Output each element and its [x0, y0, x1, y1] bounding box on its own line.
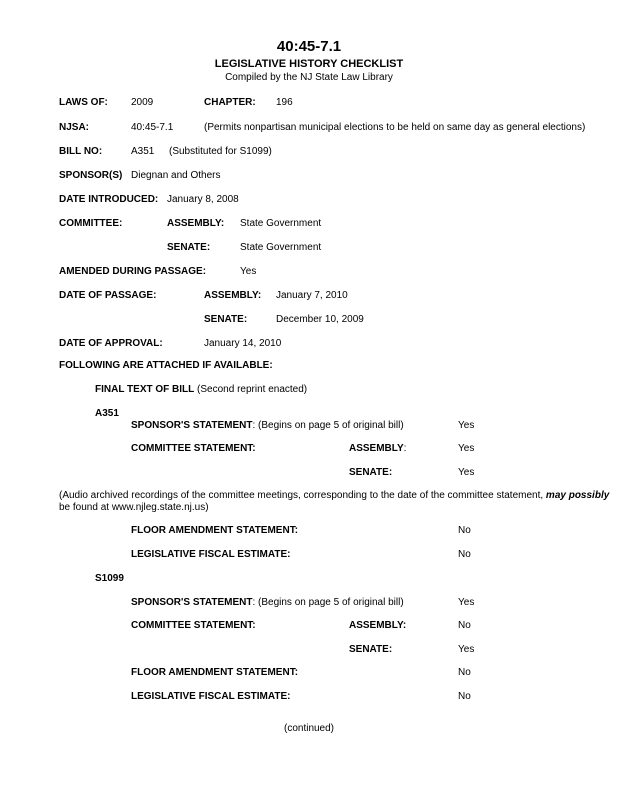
committee-assembly-value: State Government	[240, 218, 322, 229]
final-text-label: FINAL TEXT OF BILL	[95, 384, 195, 395]
s1099-sponsor-line	[131, 597, 404, 609]
njsa-description: (Permits nonpartisan municipal elections to be held on same day as general elections)	[204, 122, 586, 133]
s1099-heading: S1099	[95, 573, 124, 584]
date-of-approval-label: DATE OF APPROVAL:	[59, 338, 163, 349]
date-introduced-value: January 8, 2008	[167, 194, 239, 205]
sponsors-value: Diegnan and Others	[131, 170, 221, 181]
a351-assembly-value: Yes	[458, 443, 475, 454]
final-text-note: (Second reprint enacted)	[197, 384, 308, 395]
passage-senate-value: December 10, 2009	[276, 314, 364, 325]
laws-of-value: 2009	[131, 97, 154, 108]
amended-label: AMENDED DURING PASSAGE:	[59, 266, 207, 277]
a351-senate-label: SENATE:	[349, 467, 393, 478]
s1099-sponsor-note: : (Begins on page 5 of original bill)	[252, 597, 404, 608]
s1099-fiscal-label: LEGISLATIVE FISCAL ESTIMATE:	[131, 691, 291, 702]
s1099-assembly-label: ASSEMBLY:	[349, 620, 407, 631]
sponsors-label: SPONSOR(S)	[59, 170, 123, 181]
audio-note-emphasis: may possibly	[545, 490, 610, 501]
attached-heading: FOLLOWING ARE ATTACHED IF AVAILABLE:	[59, 360, 273, 371]
a351-senate-value: Yes	[458, 467, 475, 478]
audio-note-line1	[59, 490, 609, 502]
s1099-fiscal-value: No	[458, 691, 471, 702]
bill-no-value: A351	[131, 146, 155, 157]
a351-sponsor-line	[131, 420, 404, 432]
a351-assembly-label: ASSEMBLY	[349, 443, 404, 454]
a351-sponsor-label: SPONSOR'S STATEMENT	[131, 420, 253, 431]
a351-assembly-line	[349, 443, 406, 455]
a351-sponsor-value: Yes	[458, 420, 475, 431]
a351-fiscal-label: LEGISLATIVE FISCAL ESTIMATE:	[131, 549, 291, 560]
passage-assembly-label: ASSEMBLY:	[204, 290, 262, 301]
a351-sponsor-note: : (Begins on page 5 of original bill)	[252, 420, 404, 431]
s1099-committee-label: COMMITTEE STATEMENT:	[131, 620, 256, 631]
document-title: 40:45-7.1	[276, 38, 342, 55]
audio-note-line2: be found at www.njleg.state.nj.us)	[59, 502, 209, 513]
a351-floor-label: FLOOR AMENDMENT STATEMENT:	[131, 525, 299, 536]
a351-floor-value: No	[458, 525, 471, 536]
a351-assembly-colon: :	[403, 443, 407, 454]
audio-note-text: (Audio archived recordings of the committee meetings, corresponding to the date of the committee statement,	[59, 490, 546, 501]
amended-value: Yes	[240, 266, 257, 277]
laws-of-label: LAWS OF:	[59, 97, 108, 108]
a351-heading: A351	[95, 408, 119, 419]
passage-assembly-value: January 7, 2010	[276, 290, 348, 301]
continued-note: (continued)	[283, 723, 335, 734]
s1099-floor-value: No	[458, 667, 471, 678]
njsa-label: NJSA:	[59, 122, 90, 133]
committee-label: COMMITTEE:	[59, 218, 123, 229]
compiled-by: Compiled by the NJ State Law Library	[225, 72, 393, 83]
s1099-assembly-value: No	[458, 620, 471, 631]
document-subtitle: LEGISLATIVE HISTORY CHECKLIST	[214, 58, 404, 70]
s1099-sponsor-value: Yes	[458, 597, 475, 608]
final-text-line	[95, 384, 307, 396]
s1099-floor-label: FLOOR AMENDMENT STATEMENT:	[131, 667, 299, 678]
s1099-senate-value: Yes	[458, 644, 475, 655]
bill-no-label: BILL NO:	[59, 146, 103, 157]
committee-assembly-label: ASSEMBLY:	[167, 218, 225, 229]
chapter-label: CHAPTER:	[204, 97, 256, 108]
njsa-value: 40:45-7.1	[131, 122, 174, 133]
bill-no-note: (Substituted for S1099)	[169, 146, 272, 157]
chapter-value: 196	[276, 97, 293, 108]
s1099-sponsor-label: SPONSOR'S STATEMENT	[131, 597, 253, 608]
date-of-approval-value: January 14, 2010	[204, 338, 282, 349]
committee-senate-value: State Government	[240, 242, 322, 253]
committee-senate-label: SENATE:	[167, 242, 211, 253]
date-introduced-label: DATE INTRODUCED:	[59, 194, 159, 205]
passage-senate-label: SENATE:	[204, 314, 248, 325]
s1099-senate-label: SENATE:	[349, 644, 393, 655]
a351-committee-label: COMMITTEE STATEMENT:	[131, 443, 256, 454]
date-of-passage-label: DATE OF PASSAGE:	[59, 290, 157, 301]
a351-fiscal-value: No	[458, 549, 471, 560]
